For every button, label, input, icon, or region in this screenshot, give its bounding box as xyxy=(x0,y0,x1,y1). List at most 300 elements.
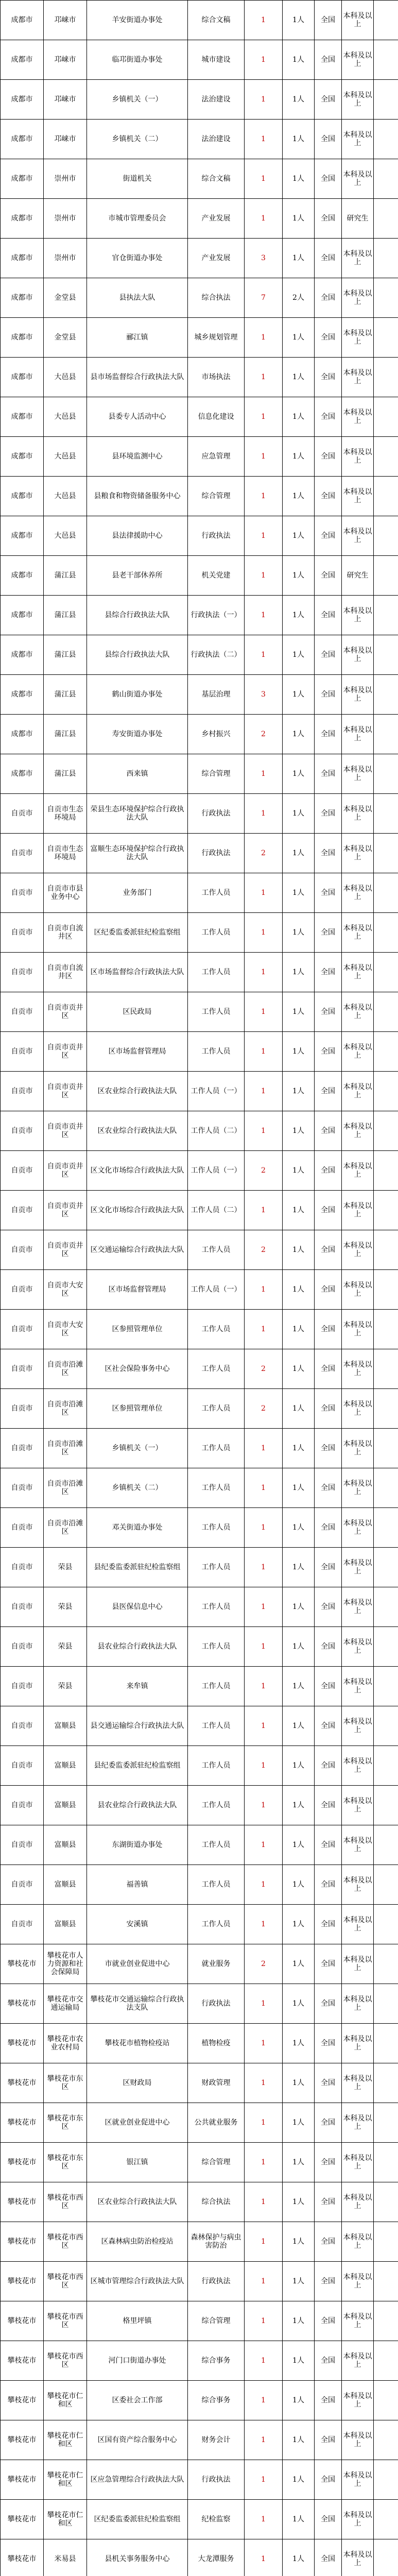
department-cell: 蒲江县 xyxy=(44,754,87,794)
department-cell: 自贡市沿滩区 xyxy=(44,1508,87,1548)
position-cell: 工作人员（一） xyxy=(188,1151,245,1191)
scope-cell: 全国 xyxy=(315,715,342,754)
table-row xyxy=(1,1270,398,1310)
count-cell: 1人 xyxy=(283,1706,315,1746)
blank-cell xyxy=(374,556,398,596)
blank-cell xyxy=(374,1905,398,1944)
scope-cell: 全国 xyxy=(315,159,342,199)
table-row xyxy=(1,239,398,278)
blank-cell xyxy=(374,596,398,635)
scope-cell: 全国 xyxy=(315,1865,342,1905)
scope-cell: 全国 xyxy=(315,278,342,318)
count-cell: 1人 xyxy=(283,397,315,437)
unit-cell: 富顺生态环境保护综合行政执法大队 xyxy=(87,834,188,873)
city-cell: 攀枝花市 xyxy=(1,2500,44,2539)
city-cell: 自贡市 xyxy=(1,1032,44,1072)
count-cell: 1人 xyxy=(283,1905,315,1944)
department-cell: 攀枝花市仁和区 xyxy=(44,2381,87,2420)
education-cell: 本科及以上 xyxy=(342,397,374,437)
blank-cell xyxy=(374,873,398,913)
code-cell: 1 xyxy=(245,1825,283,1865)
table-row xyxy=(1,953,398,992)
table-row xyxy=(1,2143,398,2182)
blank-cell xyxy=(374,992,398,1032)
count-cell: 1人 xyxy=(283,199,315,239)
code-cell: 1 xyxy=(245,2539,283,2576)
code-cell: 1 xyxy=(245,556,283,596)
code-cell: 1 xyxy=(245,1667,283,1706)
department-cell: 大邑县 xyxy=(44,397,87,437)
table-row xyxy=(1,556,398,596)
city-cell: 成都市 xyxy=(1,318,44,358)
unit-cell: 县交通运输综合行政执法大队 xyxy=(87,1706,188,1746)
code-cell: 1 xyxy=(245,2182,283,2222)
education-cell: 本科及以上 xyxy=(342,596,374,635)
count-cell: 1人 xyxy=(283,477,315,516)
education-cell: 本科及以上 xyxy=(342,1,374,40)
education-cell: 本科及以上 xyxy=(342,2381,374,2420)
city-cell: 成都市 xyxy=(1,675,44,715)
code-cell: 2 xyxy=(245,834,283,873)
count-cell: 1人 xyxy=(283,1032,315,1072)
scope-cell: 全国 xyxy=(315,1706,342,1746)
unit-cell: 县综合行政执法大队 xyxy=(87,635,188,675)
blank-cell xyxy=(374,1151,398,1191)
position-cell: 工作人员 xyxy=(188,1508,245,1548)
position-cell: 城市建设 xyxy=(188,40,245,80)
scope-cell: 全国 xyxy=(315,397,342,437)
scope-cell: 全国 xyxy=(315,2341,342,2381)
position-cell: 工作人员 xyxy=(188,1468,245,1508)
department-cell: 大邑县 xyxy=(44,437,87,477)
table-row xyxy=(1,1,398,40)
table-row xyxy=(1,1865,398,1905)
blank-cell xyxy=(374,675,398,715)
table-row xyxy=(1,358,398,397)
table-row xyxy=(1,1072,398,1111)
department-cell: 自贡市生态环境局 xyxy=(44,834,87,873)
unit-cell: 县粮食和物资储备服务中心 xyxy=(87,477,188,516)
unit-cell: 区农业综合行政执法大队 xyxy=(87,2182,188,2222)
education-cell: 本科及以上 xyxy=(342,1072,374,1111)
scope-cell: 全国 xyxy=(315,40,342,80)
scope-cell: 全国 xyxy=(315,1905,342,1944)
department-cell: 崇州市 xyxy=(44,239,87,278)
code-cell: 1 xyxy=(245,1627,283,1667)
city-cell: 成都市 xyxy=(1,278,44,318)
scope-cell: 全国 xyxy=(315,913,342,953)
unit-cell: 乡镇机关（一） xyxy=(87,80,188,120)
scope-cell: 全国 xyxy=(315,1151,342,1191)
education-cell: 本科及以上 xyxy=(342,834,374,873)
department-cell: 荣县 xyxy=(44,1587,87,1627)
blank-cell xyxy=(374,1310,398,1349)
department-cell: 大邑县 xyxy=(44,358,87,397)
city-cell: 自贡市 xyxy=(1,1191,44,1230)
blank-cell xyxy=(374,2063,398,2103)
count-cell: 1人 xyxy=(283,873,315,913)
department-cell: 自贡市贡井区 xyxy=(44,1151,87,1191)
city-cell: 自贡市 xyxy=(1,873,44,913)
scope-cell: 全国 xyxy=(315,2301,342,2341)
city-cell: 自贡市 xyxy=(1,1310,44,1349)
city-cell: 自贡市 xyxy=(1,1468,44,1508)
department-cell: 金堂县 xyxy=(44,278,87,318)
code-cell: 1 xyxy=(245,2024,283,2063)
table-row xyxy=(1,675,398,715)
department-cell: 邛崃市 xyxy=(44,40,87,80)
table-row xyxy=(1,1825,398,1865)
table-row xyxy=(1,1984,398,2024)
scope-cell: 全国 xyxy=(315,873,342,913)
education-cell: 本科及以上 xyxy=(342,2024,374,2063)
education-cell: 研究生 xyxy=(342,556,374,596)
code-cell: 1 xyxy=(245,1786,283,1825)
blank-cell xyxy=(374,120,398,159)
unit-cell: 区参照管理单位 xyxy=(87,1310,188,1349)
blank-cell xyxy=(374,239,398,278)
department-cell: 攀枝花市仁和区 xyxy=(44,2460,87,2500)
city-cell: 自贡市 xyxy=(1,1905,44,1944)
position-cell: 工作人员 xyxy=(188,1032,245,1072)
table-row xyxy=(1,1746,398,1786)
count-cell: 1人 xyxy=(283,913,315,953)
unit-cell: 市就业创业促进中心 xyxy=(87,1944,188,1984)
city-cell: 成都市 xyxy=(1,358,44,397)
table-row xyxy=(1,2500,398,2539)
blank-cell xyxy=(374,1587,398,1627)
scope-cell: 全国 xyxy=(315,834,342,873)
table-row xyxy=(1,1349,398,1389)
unit-cell: 河门口街道办事处 xyxy=(87,2341,188,2381)
position-cell: 综合管理 xyxy=(188,2143,245,2182)
count-cell: 1人 xyxy=(283,635,315,675)
education-cell: 本科及以上 xyxy=(342,1032,374,1072)
count-cell: 1人 xyxy=(283,1548,315,1587)
position-cell: 行政执法（一） xyxy=(188,596,245,635)
department-cell: 富顺县 xyxy=(44,1905,87,1944)
count-cell: 1人 xyxy=(283,1270,315,1310)
table-row xyxy=(1,1706,398,1746)
education-cell: 本科及以上 xyxy=(342,2460,374,2500)
unit-cell: 乡镇机关（二） xyxy=(87,120,188,159)
table-row xyxy=(1,397,398,437)
city-cell: 成都市 xyxy=(1,715,44,754)
scope-cell: 全国 xyxy=(315,318,342,358)
code-cell: 7 xyxy=(245,278,283,318)
education-cell: 本科及以上 xyxy=(342,318,374,358)
position-cell: 工作人员 xyxy=(188,992,245,1032)
count-cell: 1人 xyxy=(283,318,315,358)
scope-cell: 全国 xyxy=(315,1508,342,1548)
position-cell: 工作人员 xyxy=(188,1786,245,1825)
count-cell: 1人 xyxy=(283,120,315,159)
education-cell: 本科及以上 xyxy=(342,1191,374,1230)
position-cell: 工作人员 xyxy=(188,1667,245,1706)
scope-cell: 全国 xyxy=(315,1349,342,1389)
count-cell: 1人 xyxy=(283,794,315,834)
unit-cell: 来牟镇 xyxy=(87,1667,188,1706)
position-cell: 综合文稿 xyxy=(188,159,245,199)
department-cell: 邛崃市 xyxy=(44,80,87,120)
unit-cell: 区农业综合行政执法大队 xyxy=(87,1072,188,1111)
count-cell: 1人 xyxy=(283,1865,315,1905)
department-cell: 大邑县 xyxy=(44,477,87,516)
position-cell: 森林保护与病虫害防治 xyxy=(188,2222,245,2262)
unit-cell: 区财政局 xyxy=(87,2063,188,2103)
unit-cell: 邓关街道办事处 xyxy=(87,1508,188,1548)
city-cell: 自贡市 xyxy=(1,1786,44,1825)
code-cell: 1 xyxy=(245,2420,283,2460)
count-cell: 1人 xyxy=(283,159,315,199)
code-cell: 1 xyxy=(245,1984,283,2024)
education-cell: 本科及以上 xyxy=(342,516,374,556)
department-cell: 攀枝花市仁和区 xyxy=(44,2420,87,2460)
table-row xyxy=(1,1944,398,1984)
department-cell: 攀枝花市东区 xyxy=(44,2103,87,2143)
blank-cell xyxy=(374,1191,398,1230)
table-row xyxy=(1,1429,398,1468)
city-cell: 成都市 xyxy=(1,754,44,794)
count-cell: 1人 xyxy=(283,834,315,873)
scope-cell: 全国 xyxy=(315,516,342,556)
city-cell: 自贡市 xyxy=(1,1389,44,1429)
scope-cell: 全国 xyxy=(315,437,342,477)
education-cell: 本科及以上 xyxy=(342,992,374,1032)
code-cell: 1 xyxy=(245,1191,283,1230)
blank-cell xyxy=(374,2262,398,2301)
blank-cell xyxy=(374,834,398,873)
city-cell: 自贡市 xyxy=(1,1627,44,1667)
code-cell: 1 xyxy=(245,358,283,397)
count-cell: 2人 xyxy=(283,278,315,318)
table-row xyxy=(1,992,398,1032)
count-cell: 1人 xyxy=(283,2222,315,2262)
unit-cell: 县医保信息中心 xyxy=(87,1587,188,1627)
scope-cell: 全国 xyxy=(315,2182,342,2222)
department-cell: 富顺县 xyxy=(44,1825,87,1865)
position-cell: 工作人员 xyxy=(188,1310,245,1349)
blank-cell xyxy=(374,754,398,794)
city-cell: 自贡市 xyxy=(1,794,44,834)
code-cell: 1 xyxy=(245,397,283,437)
department-cell: 自贡市沿滩区 xyxy=(44,1429,87,1468)
code-cell: 1 xyxy=(245,992,283,1032)
blank-cell xyxy=(374,953,398,992)
department-cell: 荣县 xyxy=(44,1548,87,1587)
code-cell: 1 xyxy=(245,953,283,992)
blank-cell xyxy=(374,1944,398,1984)
scope-cell: 全国 xyxy=(315,2143,342,2182)
position-cell: 综合管理 xyxy=(188,477,245,516)
city-cell: 成都市 xyxy=(1,596,44,635)
city-cell: 成都市 xyxy=(1,477,44,516)
scope-cell: 全国 xyxy=(315,199,342,239)
code-cell: 1 xyxy=(245,1032,283,1072)
scope-cell: 全国 xyxy=(315,2500,342,2539)
scope-cell: 全国 xyxy=(315,239,342,278)
position-cell: 行政执法 xyxy=(188,834,245,873)
position-cell: 工作人员 xyxy=(188,1230,245,1270)
table-row xyxy=(1,120,398,159)
department-cell: 攀枝花市西区 xyxy=(44,2262,87,2301)
unit-cell: 区交通运输综合行政执法大队 xyxy=(87,1230,188,1270)
position-cell: 基层治理 xyxy=(188,675,245,715)
department-cell: 攀枝花市交通运输局 xyxy=(44,1984,87,2024)
unit-cell: 区市场监督综合行政执法大队 xyxy=(87,953,188,992)
scope-cell: 全国 xyxy=(315,1468,342,1508)
city-cell: 成都市 xyxy=(1,556,44,596)
position-cell: 工作人员 xyxy=(188,1429,245,1468)
education-cell: 本科及以上 xyxy=(342,2262,374,2301)
department-cell: 自贡市贡井区 xyxy=(44,992,87,1032)
scope-cell: 全国 xyxy=(315,1429,342,1468)
code-cell: 1 xyxy=(245,873,283,913)
unit-cell: 区就业创业促进中心 xyxy=(87,2103,188,2143)
blank-cell xyxy=(374,1825,398,1865)
blank-cell xyxy=(374,1548,398,1587)
education-cell: 本科及以上 xyxy=(342,754,374,794)
code-cell: 1 xyxy=(245,596,283,635)
table-row xyxy=(1,1032,398,1072)
code-cell: 3 xyxy=(245,675,283,715)
scope-cell: 全国 xyxy=(315,2222,342,2262)
scope-cell: 全国 xyxy=(315,675,342,715)
table-row xyxy=(1,437,398,477)
position-cell: 城乡规划管理 xyxy=(188,318,245,358)
position-cell: 纪检监察 xyxy=(188,2500,245,2539)
department-cell: 富顺县 xyxy=(44,1706,87,1746)
blank-cell xyxy=(374,318,398,358)
count-cell: 1人 xyxy=(283,754,315,794)
scope-cell: 全国 xyxy=(315,556,342,596)
count-cell: 1人 xyxy=(283,715,315,754)
city-cell: 攀枝花市 xyxy=(1,2063,44,2103)
education-cell: 本科及以上 xyxy=(342,1230,374,1270)
position-cell: 行政执法 xyxy=(188,2262,245,2301)
blank-cell xyxy=(374,159,398,199)
unit-cell: 县环境监测中心 xyxy=(87,437,188,477)
table-row xyxy=(1,1468,398,1508)
unit-cell: 攀枝花市植物检疫站 xyxy=(87,2024,188,2063)
table-row xyxy=(1,913,398,953)
department-cell: 自贡市自流井区 xyxy=(44,953,87,992)
position-cell: 工作人员 xyxy=(188,873,245,913)
unit-cell: 县市场监督综合行政执法大队 xyxy=(87,358,188,397)
blank-cell xyxy=(374,1389,398,1429)
education-cell: 本科及以上 xyxy=(342,635,374,675)
education-cell: 本科及以上 xyxy=(342,1548,374,1587)
scope-cell: 全国 xyxy=(315,1072,342,1111)
blank-cell xyxy=(374,2341,398,2381)
code-cell: 1 xyxy=(245,1508,283,1548)
city-cell: 成都市 xyxy=(1,437,44,477)
position-cell: 工作人员 xyxy=(188,1825,245,1865)
blank-cell xyxy=(374,2222,398,2262)
scope-cell: 全国 xyxy=(315,2262,342,2301)
education-cell: 本科及以上 xyxy=(342,1587,374,1627)
blank-cell xyxy=(374,1349,398,1389)
city-cell: 自贡市 xyxy=(1,1825,44,1865)
scope-cell: 全国 xyxy=(315,1786,342,1825)
education-cell: 本科及以上 xyxy=(342,2143,374,2182)
unit-cell: 安溪镇 xyxy=(87,1905,188,1944)
unit-cell: 格里坪镇 xyxy=(87,2301,188,2341)
blank-cell xyxy=(374,2301,398,2341)
blank-cell xyxy=(374,1,398,40)
education-cell: 本科及以上 xyxy=(342,159,374,199)
table-row xyxy=(1,80,398,120)
city-cell: 攀枝花市 xyxy=(1,2341,44,2381)
blank-cell xyxy=(374,635,398,675)
code-cell: 1 xyxy=(245,1310,283,1349)
city-cell: 攀枝花市 xyxy=(1,2182,44,2222)
count-cell: 1人 xyxy=(283,1349,315,1389)
table-row xyxy=(1,1587,398,1627)
code-cell: 2 xyxy=(245,715,283,754)
scope-cell: 全国 xyxy=(315,953,342,992)
code-cell: 1 xyxy=(245,2103,283,2143)
city-cell: 攀枝花市 xyxy=(1,2103,44,2143)
department-cell: 蒲江县 xyxy=(44,715,87,754)
city-cell: 攀枝花市 xyxy=(1,2222,44,2262)
education-cell: 本科及以上 xyxy=(342,2301,374,2341)
count-cell: 1人 xyxy=(283,1627,315,1667)
education-cell: 本科及以上 xyxy=(342,1389,374,1429)
city-cell: 自贡市 xyxy=(1,913,44,953)
count-cell: 1人 xyxy=(283,1429,315,1468)
position-cell: 工作人员 xyxy=(188,1548,245,1587)
scope-cell: 全国 xyxy=(315,754,342,794)
position-cell: 应急管理 xyxy=(188,437,245,477)
scope-cell: 全国 xyxy=(315,477,342,516)
scope-cell: 全国 xyxy=(315,1191,342,1230)
table-body xyxy=(1,1,398,2576)
department-cell: 攀枝花市仁和区 xyxy=(44,2500,87,2539)
education-cell: 本科及以上 xyxy=(342,1151,374,1191)
scope-cell: 全国 xyxy=(315,1111,342,1151)
position-cell: 工作人员 xyxy=(188,1349,245,1389)
position-cell: 综合管理 xyxy=(188,2301,245,2341)
position-cell: 植物检疫 xyxy=(188,2024,245,2063)
department-cell: 邛崃市 xyxy=(44,120,87,159)
unit-cell: 羊安街道办事处 xyxy=(87,1,188,40)
table-row xyxy=(1,834,398,873)
position-cell: 工作人员 xyxy=(188,1627,245,1667)
count-cell: 1人 xyxy=(283,1389,315,1429)
code-cell: 1 xyxy=(245,1746,283,1786)
city-cell: 自贡市 xyxy=(1,1230,44,1270)
city-cell: 自贡市 xyxy=(1,1072,44,1111)
department-cell: 攀枝花市人力资源和社会保障局 xyxy=(44,1944,87,1984)
count-cell: 1人 xyxy=(283,1,315,40)
scope-cell: 全国 xyxy=(315,2103,342,2143)
unit-cell: 区社会保险事务中心 xyxy=(87,1349,188,1389)
count-cell: 1人 xyxy=(283,1944,315,1984)
position-cell: 工作人员 xyxy=(188,1706,245,1746)
scope-cell: 全国 xyxy=(315,1667,342,1706)
blank-cell xyxy=(374,358,398,397)
scope-cell: 全国 xyxy=(315,1587,342,1627)
department-cell: 攀枝花市东区 xyxy=(44,2063,87,2103)
position-cell: 市场执法 xyxy=(188,358,245,397)
department-cell: 富顺县 xyxy=(44,1746,87,1786)
unit-cell: 官仓街道办事处 xyxy=(87,239,188,278)
unit-cell: 区应急管理综合行政执法大队 xyxy=(87,2460,188,2500)
position-cell: 工作人员（一） xyxy=(188,1072,245,1111)
position-cell: 公共就业服务 xyxy=(188,2103,245,2143)
city-cell: 攀枝花市 xyxy=(1,1984,44,2024)
